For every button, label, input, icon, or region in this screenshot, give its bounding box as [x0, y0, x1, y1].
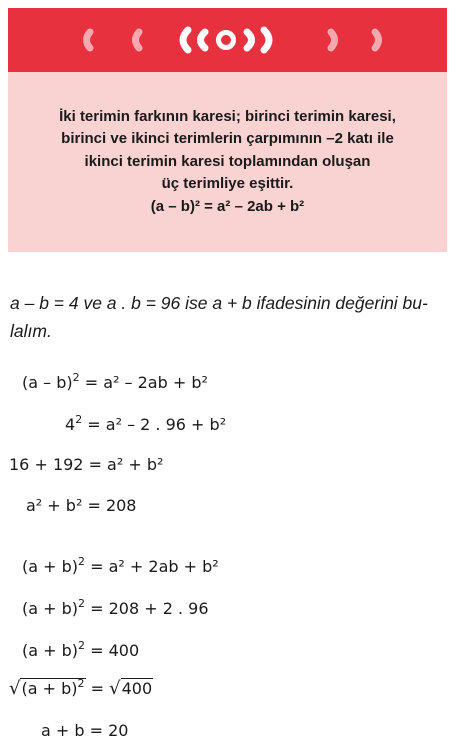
step-2: $4^2 = a^2 - 2$ . 96 + b² [65, 413, 227, 434]
header-banner [8, 8, 447, 72]
rule-line: üç terimliye eşittir. [161, 175, 294, 193]
rule-box [8, 72, 447, 252]
rule-line: İki terimin farkının karesi; birinci terimin karesi, [59, 107, 396, 125]
question-line: a – b = 4 ve a . b = 96 ise a + b ifadesinin değerini bu- [10, 293, 428, 313]
square-root: √400 [109, 678, 153, 699]
step-7: $(a + b)^2 = 400$ [22, 639, 140, 660]
rule-formula: (a – b)² = a² – 2ab + b² [150, 197, 305, 215]
step-6: $(a + b)^2 = 208 + 2$ . 96 [22, 597, 209, 618]
step-3: 16 + 192 = a² + b² [9, 455, 164, 474]
step-1: (a – b)$^2$ = a² – 2ab + b² [22, 371, 208, 392]
rule-line: ikinci terimin karesi toplamından oluşan [84, 152, 371, 170]
step-9: a + b = 20 [41, 721, 129, 740]
question-line: lalım. [10, 321, 52, 341]
step-4: a² + b² = 208 [26, 496, 137, 515]
rule-line: birinci ve ikinci terimlerin çarpımının –2 katı ile [61, 130, 394, 148]
step-5: $(a + b)^2 = a^2 + 2ab + b^2$ [22, 555, 219, 576]
radio-broadcast-icon [8, 8, 447, 72]
step-8: $√(a + b)^2 = √400$ [9, 677, 153, 699]
square-root: $√(a + b)^2$ [9, 677, 85, 699]
question [10, 289, 450, 345]
